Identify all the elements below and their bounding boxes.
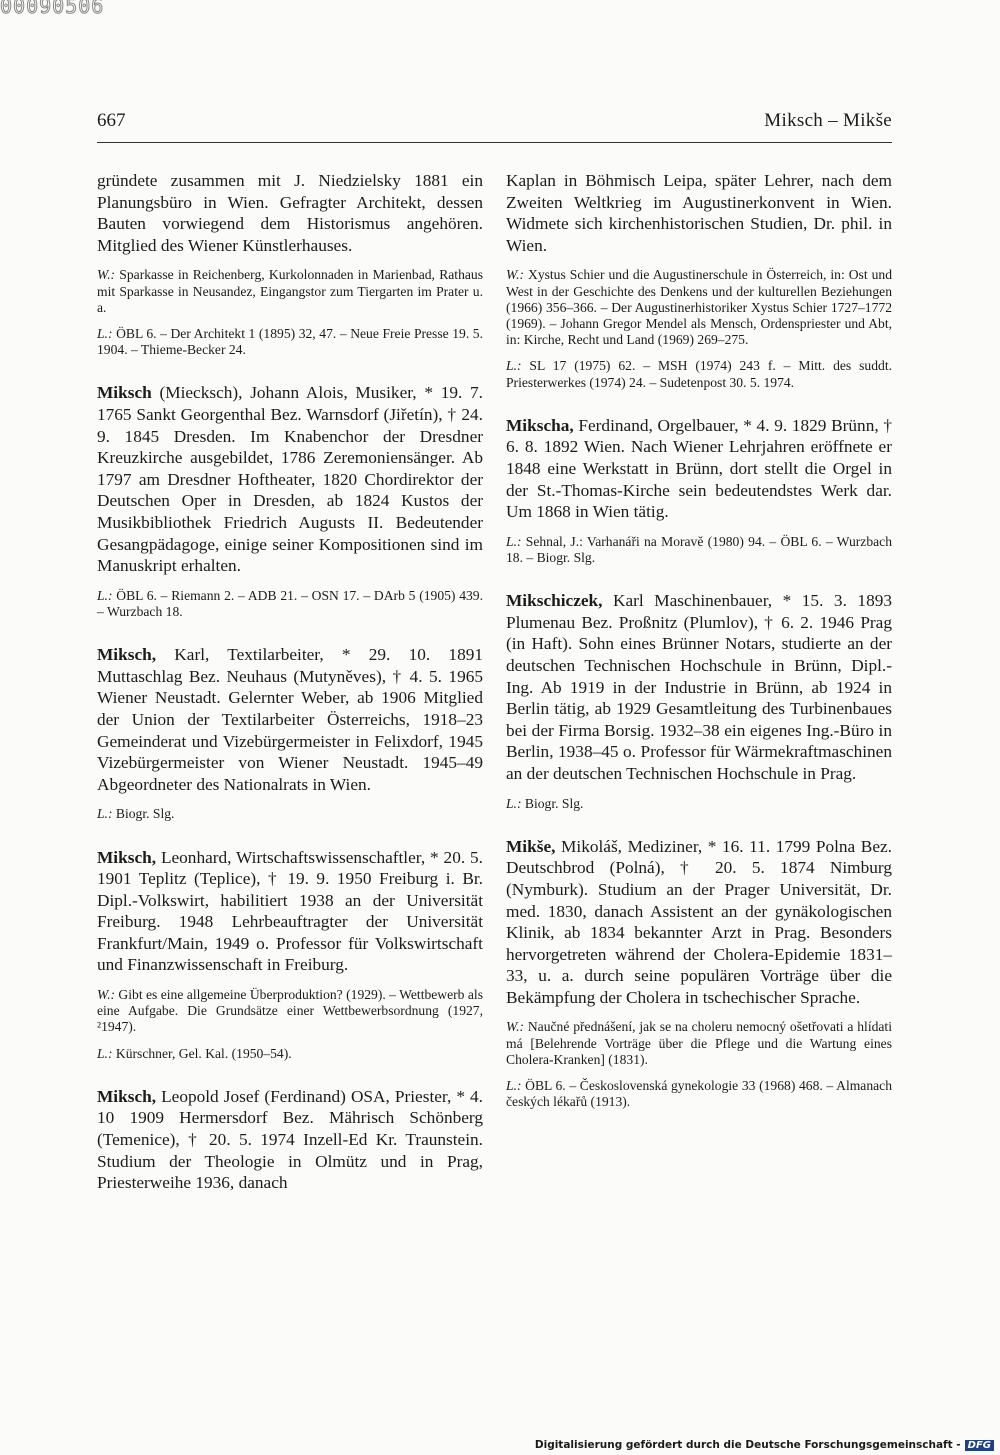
scan-id: 00090506	[0, 0, 105, 18]
works-note: W.: Sparkasse in Reichenberg, Kurkolonnaden in Marienbad, Rathaus mit Sparkasse in Neusandez, Eingangstor zum Tiergarten im Prater u. a.	[97, 267, 483, 315]
ref-label: W.:	[506, 267, 525, 283]
ref-label: L.:	[97, 806, 113, 822]
left-column	[97, 170, 483, 1194]
entry-miksch-leonhard: Miksch, Leonhard, Wirtschaftswissenschaftler, * 20. 5. 1901 Teplitz (Teplice), † 19. 9. 1950 Freiburg i. Br. Dipl.-Volkswirt, habilitiert 1938 an der Universität Freiburg. 1948 Lehrbeauftragter der Universität Frankfurt/Main, 1949 o. Professor für Volkswirtschaft und Finanzwissenschaft in Freiburg.	[97, 847, 483, 975]
ref-label: L.:	[97, 587, 113, 603]
entry-lemma: Miksch,	[97, 645, 157, 665]
entry-lemma: Mikscha,	[506, 415, 574, 435]
ref-label: L.:	[506, 358, 522, 374]
literature-note: L.: ÖBL 6. – Riemann 2. – ADB 21. – OSN 17. – DArb 5 (1905) 439. – Wurzbach 18.	[97, 587, 483, 619]
entry-lemma: Miksch,	[97, 1086, 157, 1106]
ref-label: W.:	[506, 1019, 525, 1035]
running-head: Miksch – Mikše	[764, 110, 892, 131]
right-column	[506, 170, 892, 1110]
entry-mikschiczek: Mikschiczek, Karl Maschinenbauer, * 15. 3. 1893 Plumenau Bez. Proßnitz (Plumlov), † 6. 2. 1946 Prag (in Haft). Sohn eines Brünner Notars, studierte an der deutschen Technischen Hochschule in Brünn, Dipl.-Ing. Ab 1919 in der Industrie in Brünn, ab 1924 in Berlin tätig, ab 1929 Gesamtleitung des Turbinenbaues bei der Firma Borsig. 1932–38 ein eigenes Ing.-Büro in Berlin, 1938–45 o. Professor für Wärmekraftmaschinen an der deutschen Technischen Hochschule in Prag.	[506, 591, 892, 783]
ref-label: L.:	[506, 533, 522, 549]
literature-note: L.: Biogr. Slg.	[506, 795, 584, 811]
entry-lemma: Mikschiczek,	[506, 591, 603, 611]
literature-note: L.: ÖBL 6. – Der Architekt 1 (1895) 32, 47. – Neue Freie Presse 19. 5. 1904. – Thieme-Becker 24.	[97, 325, 483, 358]
ref-label: L.:	[97, 1045, 113, 1061]
continuation-text: gründete zusammen mit J. Niedzielsky 1881 ein Planungsbüro in Wien. Gefragter Architekt, dessen Bauten vorwiegend dem Historismus angehören. Mitglied des Wiener Künstlerhauses.	[97, 171, 483, 255]
entry-miksch-johann: Miksch (Miecksch), Johann Alois, Musiker, * 19. 7. 1765 Sankt Georgenthal Bez. Warnsdorf (Jiřetín), † 24. 9. 1845 Dresden. Im Knabenchor der Dresdner Kreuzkirche ausgebildet, 1786 Zeremoniensänger. Ab 1797 am Dresdner Hoftheater, 1820 Chordirektor der Deutschen Oper in Dresden, ab 1824 Kustos der Musikbibliothek Friedrich Augusts II. Bedeutender Gesangpädagoge, einige seiner Kompositionen sind im Manuskript erhalten.	[97, 383, 483, 576]
page-number: 667	[97, 110, 126, 131]
works-note: W.: Xystus Schier und die Augustinerschule in Österreich, in: Ost und West in der Geschichte des Denkens und der kulturellen Beziehungen (1966) 356–366. – Der Augustinerhistoriker Xystus Schier 1727–1772 (1969). – Johann Gregor Mendel als Mensch, Ordenspriester und Abt, in: Kirche, Recht und Land (1969) 269–275.	[506, 267, 892, 348]
ref-label: L.:	[506, 1078, 522, 1094]
works-note: W.: Naučné přednášení, jak se na choleru nemocný ošetřovati a hlídati má [Belehrende Vorträge über die Pflege und die Wartung eines Cholera-Kranken] (1831).	[506, 1019, 892, 1067]
entry-mikscha: Mikscha, Ferdinand, Orgelbauer, * 4. 9. 1829 Brünn, † 6. 8. 1892 Wien. Nach Wiener Lehrjahren eröffnete er 1848 eine Werkstatt in Brünn, dort stellt die Orgel in der St.-Thomas-Kirche sein bedeutendstes Werk dar. Um 1868 in Wien tätig.	[506, 415, 892, 522]
literature-note: L.: Sehnal, J.: Varhanáři na Moravě (1980) 94. – ÖBL 6. – Wurzbach 18. – Biogr. Slg.	[506, 533, 892, 565]
entry-miksch-leopold: Miksch, Leopold Josef (Ferdinand) OSA, Priester, * 4. 10 1909 Hermersdorf Bez. Mährisch Schönberg (Temenice), † 20. 5. 1974 Inzell-Ed Kr. Traunstein. Studium der Theologie in Olmütz und in Prag, Priesterweihe 1936, danach	[97, 1086, 483, 1193]
entry-mikse: Mikše, Mikoláš, Mediziner, * 16. 11. 1799 Polna Bez. Deutschbrod (Polná), † 20. 5. 1874 Nimburg (Nymburk). Studium an der Prager Universität, Dr. med. 1830, danach Assistent an der gynäkologischen Klinik, ab 1834 bekannter Arzt in Prag. Besonders hervorgetreten während der Cholera-Epidemie 1831–33, u. a. durch seine populären Vorträge über die Bekämpfung der Cholera in tschechischer Sprache.	[506, 836, 892, 1007]
works-note: W.: Gibt es eine allgemeine Überproduktion? (1929). – Wettbewerb als eine Aufgabe. Die Grundsätze einer Wettbewerbsordnung (1927, ²1947).	[97, 987, 483, 1035]
continuation-text: Kaplan in Böhmisch Leipa, später Lehrer, nach dem Zweiten Weltkrieg im Augustinerkonvent in Wien. Widmete sich kirchenhistorischen Studien, Dr. phil. in Wien.	[506, 171, 892, 255]
ref-label: L.:	[97, 325, 113, 341]
ref-label: W.:	[97, 987, 116, 1003]
literature-note: L.: ÖBL 6. – Československá gynekologie 33 (1968) 468. – Almanach českých lékařů (1913).	[506, 1078, 892, 1110]
entry-lemma: Mikše,	[506, 836, 556, 856]
entry-miksch-karl: Miksch, Karl, Textilarbeiter, * 29. 10. 1891 Muttaschlag Bez. Neuhaus (Mutyněves), † 4. 5. 1965 Wiener Neustadt. Gelernter Weber, ab 1906 Mitglied der Union der Textilarbeiter Österreichs, 1918–23 Gemeinderat und Vizebürgermeister in Felixdorf, 1945 Vizebürgermeister von Wiener Neustadt. 1945–49 Abgeordneter des Nationalrats in Wien.	[97, 645, 483, 794]
ref-label: W.:	[97, 267, 116, 283]
entry-lemma: Miksch,	[97, 847, 157, 867]
digitization-footer	[535, 1439, 994, 1451]
footer-text: Digitalisierung gefördert durch die Deutsche Forschungsgemeinschaft -	[534, 1439, 961, 1451]
literature-note: L.: Kürschner, Gel. Kal. (1950–54).	[97, 1045, 292, 1061]
page-header	[97, 110, 892, 143]
ref-label: L.:	[506, 795, 522, 811]
entry-lemma: Miksch	[97, 383, 152, 403]
literature-note: L.: SL 17 (1975) 62. – MSH (1974) 243 f. – Mitt. des suddt. Priesterwerkes (1974) 24. – Sudetenpost 30. 5. 1974.	[506, 358, 892, 390]
dfg-logo-icon: DFG	[965, 1440, 994, 1451]
literature-note: L.: Biogr. Slg.	[97, 806, 175, 822]
